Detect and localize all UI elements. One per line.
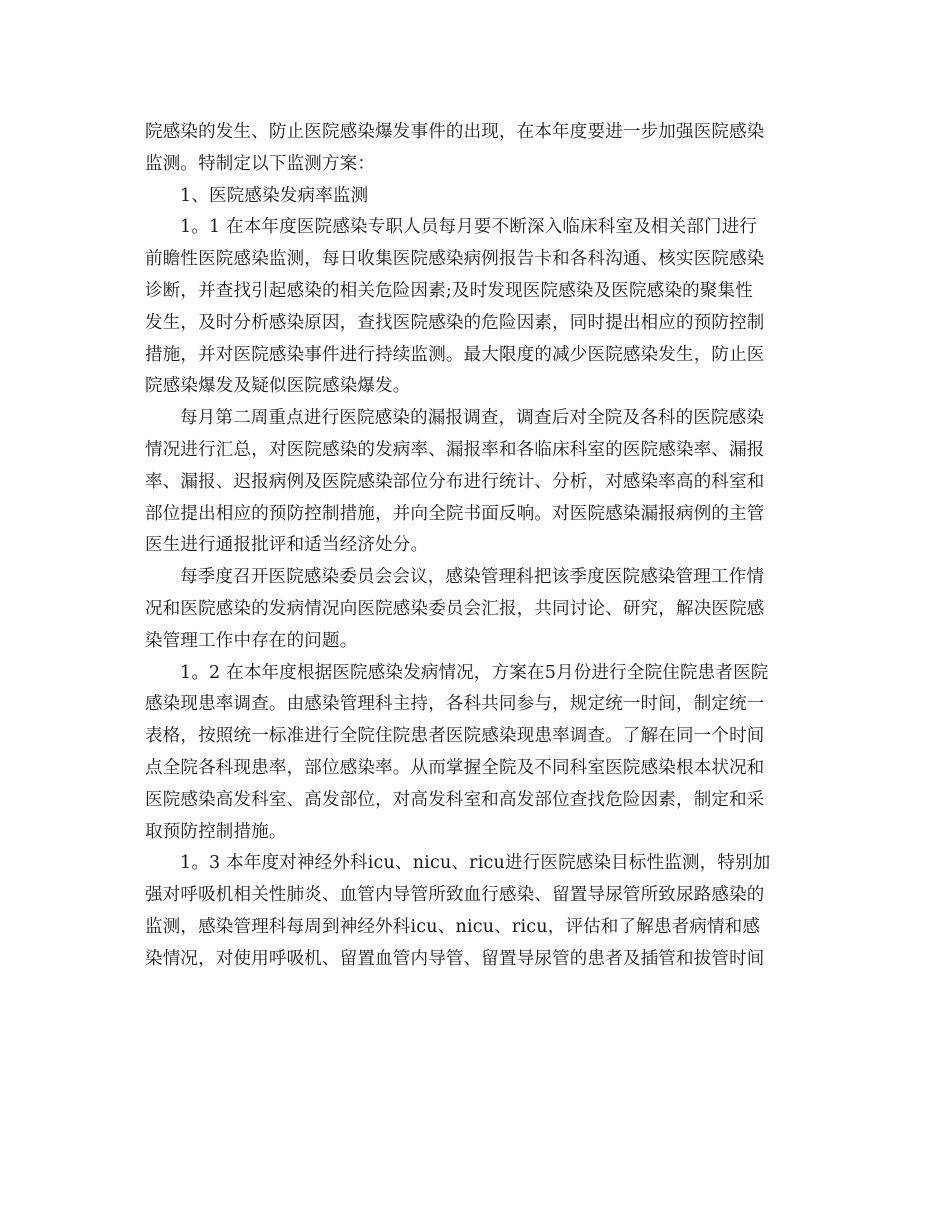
text-line: 染管理工作中存在的问题。 [145,630,358,651]
text-line: 监测。特制定以下监测方案： [145,153,376,174]
paragraph [145,562,805,657]
text-line: 发生，及时分析感染原因，查找医院感染的危险因素，同时提出相应的预防控制 [145,312,765,333]
text-line: 监测，感染管理科每周到神经外科icu、nicu、ricu，评估和了解患者病情和感 [145,916,761,937]
text-line: 1。3 本年度对神经外科icu、nicu、ricu进行医院感染目标性监测，特别加 [180,853,771,874]
text-line: 院感染的发生、防止医院感染爆发事件的出现，在本年度要进一步加强医院感染 [145,122,765,142]
text-line: 1。1 在本年度医院感染专职人员每月要不断深入临床科室及相关部门进行 [180,217,758,238]
text-line: 措施，并对医院感染事件进行持续监测。最大限度的减少医院感染发生，防止医 [145,344,765,365]
text-line: 1、医院感染发病率监测 [180,185,369,206]
text-line: 点全院各科现患率，部位感染率。从而掌握全院及不同科室医院感染根本状况和 [145,757,765,778]
text-line: 况和医院感染的发病情况向医院感染委员会汇报，共同讨论、研究，解决医院感 [145,598,765,619]
text-line: 1。2 在本年度根据医院感染发病情况，方案在5月份进行全院住院患者医院 [180,662,769,683]
text-line: 前瞻性医院感染监测，每日收集医院感染病例报告卡和各科沟通、核实医院感染 [145,249,765,270]
text-line: 院感染爆发及疑似医院感染爆发。 [145,376,411,397]
paragraph [145,181,805,213]
paragraph [145,212,805,403]
text-line: 染情况，对使用呼吸机、留置血管内导管、留置导尿管的患者及插管和拔管时间 [145,948,765,969]
text-line: 取预防控制措施。 [145,821,287,842]
text-line: 表格，按照统一标准进行全院住院患者医院感染现患率调查。了解在同一个时间 [145,726,765,747]
text-line: 每月第二周重点进行医院感染的漏报调查，调查后对全院及各科的医院感染 [180,408,765,429]
paragraph [145,658,805,849]
paragraph [145,848,805,975]
text-line: 感染现患率调查。由感染管理科主持，各科共同参与，规定统一时间，制定统一 [145,694,765,715]
paragraph [145,117,805,181]
document-body [145,117,805,976]
text-line: 率、漏报、迟报病例及医院感染部位分布进行统计、分析，对感染率高的科室和 [145,471,765,492]
text-line: 诊断，并查找引起感染的相关危险因素;及时发现医院感染及医院感染的聚集性 [145,280,753,301]
text-line: 医生进行通报批评和适当经济处分。 [145,535,429,556]
paragraph [145,403,805,562]
text-line: 情况进行汇总，对医院感染的发病率、漏报率和各临床科室的医院感染率、漏报 [145,439,765,460]
text-line: 每季度召开医院感染委员会会议，感染管理科把该季度医院感染管理工作情 [180,567,765,588]
text-line: 强对呼吸机相关性肺炎、血管内导管所致血行感染、留置导尿管所致尿路感染的 [145,885,765,906]
text-line: 医院感染高发科室、高发部位，对高发科室和高发部位查找危险因素，制定和采 [145,789,765,810]
text-line: 部位提出相应的预防控制措施，并向全院书面反响。对医院感染漏报病例的主管 [145,503,765,524]
